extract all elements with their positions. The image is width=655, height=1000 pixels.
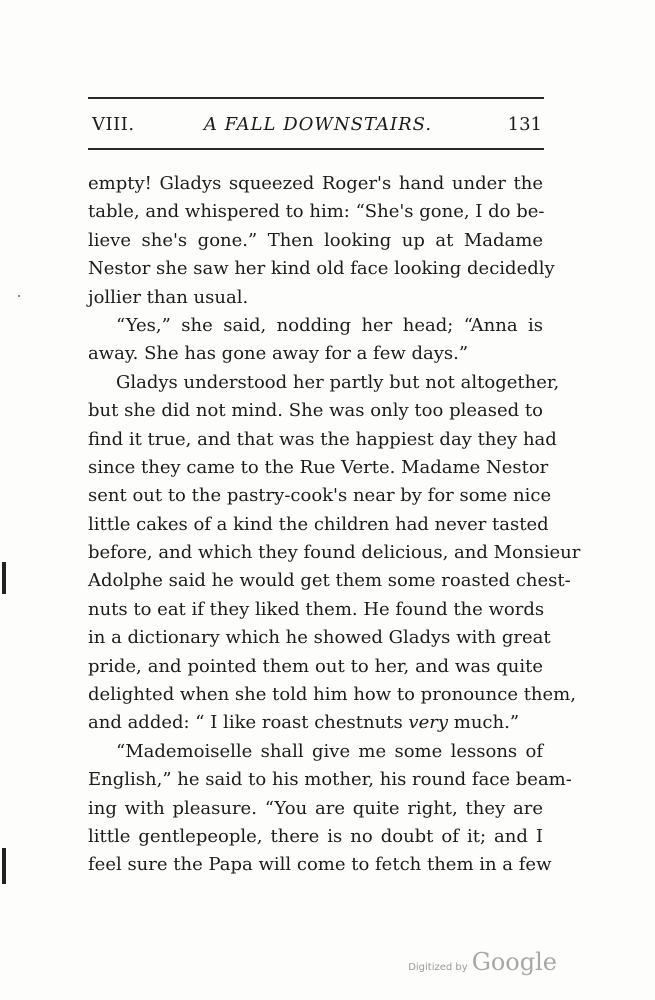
running-title: A FALL DOWNSTAIRS.	[203, 114, 433, 135]
google-logo: Google	[471, 948, 557, 976]
text-line: empty! Gladys squeezed Roger's hand under the	[88, 173, 543, 194]
text-line: English,” he said to his mother, his round face beam-	[88, 769, 572, 791]
text-line: but she did not mind. She was only too pleased to	[88, 400, 543, 422]
text-line: find it true, and that was the happiest day they had	[88, 428, 557, 450]
emphasized-word: very	[408, 712, 449, 734]
text-line	[88, 709, 543, 737]
text-line: nuts to eat if they liked them. He found the words	[88, 598, 545, 620]
text-line: away. She has gone away for a few days.”	[88, 343, 469, 365]
text-run: much.”	[453, 712, 520, 734]
text-line: Adolphe said he would get them some roasted chest-	[88, 570, 571, 592]
text-line: Gladys understood her partly but not altogether,	[116, 371, 560, 393]
header-rule	[88, 148, 544, 150]
text-line: in a dictionary which he showed Gladys with great	[88, 627, 551, 649]
text-line: “Yes,” she said, nodding her head; “Anna is	[116, 314, 543, 336]
digitization-watermark	[408, 948, 557, 976]
text-line: “Mademoiselle shall give me some lessons of	[116, 740, 543, 762]
digitized-label: Digitized by	[408, 962, 468, 973]
page-body	[88, 170, 581, 880]
chapter-number: VIII.	[92, 114, 135, 135]
scan-artifact	[2, 562, 6, 594]
text-line: before, and which they found delicious, and Monsieur	[88, 542, 581, 564]
text-line: feel sure the Papa will come to fetch them in a few	[88, 854, 552, 876]
scan-artifact	[18, 295, 20, 297]
top-rule	[88, 97, 544, 99]
text-line: little gentlepeople, there is no doubt of it; and I	[88, 825, 543, 847]
text-line: table, and whispered to him: “She's gone, I do be-	[88, 201, 545, 223]
text-line: jollier than usual.	[88, 286, 249, 308]
text-line: pride, and pointed them out to her, and was quite	[88, 655, 543, 677]
scan-artifact	[2, 848, 6, 884]
running-header	[92, 114, 544, 142]
page-number: 131	[507, 114, 542, 135]
text-line: Nestor she saw her kind old face looking decidedly	[88, 258, 555, 280]
text-line: ing with pleasure. “You are quite right, they are	[88, 797, 543, 819]
text-line: little cakes of a kind the children had never tasted	[88, 513, 549, 535]
text-line: since they came to the Rue Verte. Madame Nestor	[88, 456, 549, 478]
text-line: lieve she's gone.” Then looking up at Madame	[88, 229, 543, 251]
text-run: and added: “ I like roast chestnuts	[88, 712, 403, 734]
text-line: delighted when she told him how to pronounce them,	[88, 684, 576, 706]
text-line: sent out to the pastry-cook's near by for some nice	[88, 485, 552, 507]
